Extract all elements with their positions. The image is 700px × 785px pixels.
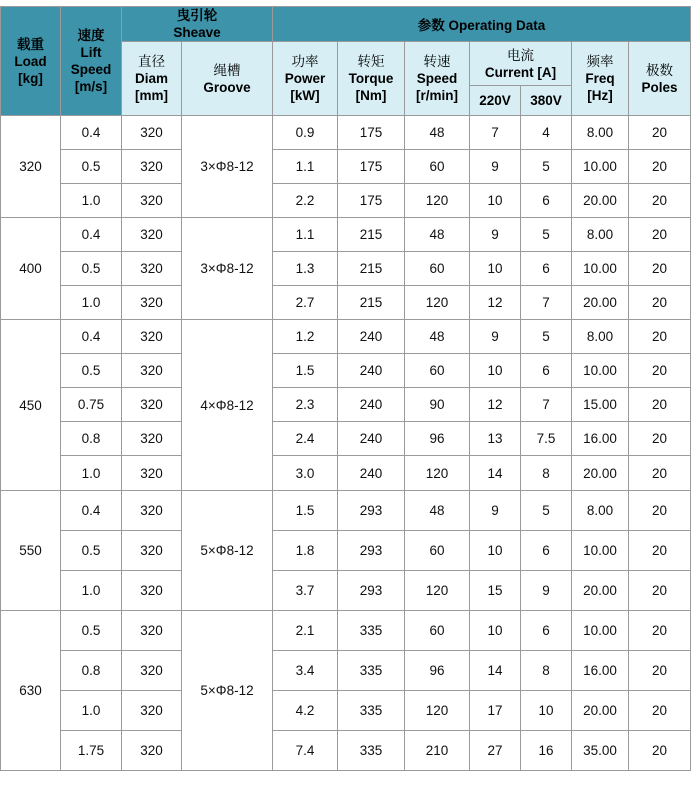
cell-i220: 14 (470, 456, 521, 491)
cell-speed: 0.75 (61, 388, 122, 422)
header-torque (338, 42, 405, 116)
cell-poles: 20 (629, 184, 691, 218)
cell-power: 1.5 (273, 354, 338, 388)
table-row (1, 320, 691, 354)
header-groove (182, 42, 273, 116)
cell-torque: 335 (338, 611, 405, 651)
cell-power: 2.4 (273, 422, 338, 456)
header-poles (629, 42, 691, 116)
header-sheave (122, 7, 273, 42)
cell-load: 450 (1, 320, 61, 491)
table-row (1, 388, 691, 422)
header-diam-unit: [mm] (135, 88, 168, 103)
cell-groove: 3×Φ8-12 (182, 116, 273, 218)
cell-rpm: 48 (405, 116, 470, 150)
table-row (1, 491, 691, 531)
header-freq-zh: 频率 (586, 54, 614, 69)
table-row (1, 571, 691, 611)
cell-groove: 5×Φ8-12 (182, 491, 273, 611)
header-load-unit: [kg] (18, 70, 43, 86)
cell-diam: 320 (122, 184, 182, 218)
cell-i380: 6 (521, 184, 572, 218)
cell-poles: 20 (629, 388, 691, 422)
cell-freq: 10.00 (572, 354, 629, 388)
cell-torque: 335 (338, 651, 405, 691)
table-row (1, 531, 691, 571)
cell-torque: 175 (338, 116, 405, 150)
table-row (1, 422, 691, 456)
cell-i380: 5 (521, 320, 572, 354)
cell-speed: 1.0 (61, 184, 122, 218)
cell-freq: 20.00 (572, 286, 629, 320)
cell-torque: 240 (338, 320, 405, 354)
cell-i380: 6 (521, 611, 572, 651)
header-groove-zh: 绳槽 (213, 62, 241, 78)
cell-i380: 7.5 (521, 422, 572, 456)
cell-rpm: 120 (405, 691, 470, 731)
cell-rpm: 120 (405, 571, 470, 611)
cell-torque: 175 (338, 150, 405, 184)
cell-i220: 12 (470, 286, 521, 320)
cell-power: 1.3 (273, 252, 338, 286)
cell-torque: 240 (338, 456, 405, 491)
cell-freq: 10.00 (572, 531, 629, 571)
cell-freq: 20.00 (572, 184, 629, 218)
header-current (470, 42, 572, 86)
cell-diam: 320 (122, 150, 182, 184)
header-speed-en1: Lift (80, 45, 102, 60)
cell-i380: 9 (521, 571, 572, 611)
cell-torque: 240 (338, 422, 405, 456)
table-row (1, 456, 691, 491)
cell-poles: 20 (629, 531, 691, 571)
cell-i220: 12 (470, 388, 521, 422)
cell-speed: 1.0 (61, 691, 122, 731)
header-load-zh: 载重 (17, 36, 44, 52)
cell-i220: 9 (470, 491, 521, 531)
cell-rpm: 90 (405, 388, 470, 422)
cell-i220: 10 (470, 531, 521, 571)
header-power-unit: [kW] (290, 88, 320, 103)
cell-torque: 293 (338, 531, 405, 571)
cell-i380: 8 (521, 651, 572, 691)
cell-rpm: 48 (405, 320, 470, 354)
cell-rpm: 60 (405, 531, 470, 571)
header-sheave-en: Sheave (173, 25, 221, 40)
cell-diam: 320 (122, 388, 182, 422)
cell-i220: 9 (470, 320, 521, 354)
cell-speed: 0.5 (61, 531, 122, 571)
header-freq-en: Freq (585, 71, 615, 86)
cell-i380: 7 (521, 388, 572, 422)
cell-rpm: 96 (405, 651, 470, 691)
cell-diam: 320 (122, 252, 182, 286)
cell-groove: 3×Φ8-12 (182, 218, 273, 320)
table-row (1, 651, 691, 691)
header-poles-en: Poles (641, 79, 678, 95)
cell-poles: 20 (629, 116, 691, 150)
header-torque-unit: [Nm] (355, 88, 387, 103)
header-load-en: Load (14, 53, 47, 69)
header-rpm (405, 42, 470, 116)
cell-freq: 8.00 (572, 218, 629, 252)
header-torque-en: Torque (348, 71, 394, 86)
header-torque-zh: 转矩 (357, 54, 385, 69)
table-row (1, 218, 691, 252)
cell-power: 1.1 (273, 218, 338, 252)
cell-rpm: 60 (405, 150, 470, 184)
cell-power: 3.7 (273, 571, 338, 611)
cell-speed: 1.0 (61, 286, 122, 320)
cell-freq: 20.00 (572, 456, 629, 491)
cell-torque: 215 (338, 218, 405, 252)
header-sheave-zh: 曳引轮 (176, 8, 218, 23)
cell-speed: 0.4 (61, 218, 122, 252)
cell-power: 1.2 (273, 320, 338, 354)
cell-poles: 20 (629, 691, 691, 731)
cell-i380: 6 (521, 531, 572, 571)
table-row (1, 611, 691, 651)
cell-i380: 8 (521, 456, 572, 491)
cell-torque: 293 (338, 571, 405, 611)
header-diam-zh: 直径 (138, 54, 165, 69)
table-row (1, 252, 691, 286)
cell-power: 0.9 (273, 116, 338, 150)
cell-speed: 0.5 (61, 354, 122, 388)
header-rpm-en: Speed (416, 71, 458, 86)
cell-diam: 320 (122, 456, 182, 491)
table-row (1, 354, 691, 388)
cell-diam: 320 (122, 286, 182, 320)
cell-poles: 20 (629, 218, 691, 252)
cell-poles: 20 (629, 150, 691, 184)
cell-poles: 20 (629, 571, 691, 611)
cell-speed: 0.5 (61, 252, 122, 286)
cell-power: 1.5 (273, 491, 338, 531)
header-current-en: Current [A] (484, 64, 557, 80)
cell-diam: 320 (122, 354, 182, 388)
cell-poles: 20 (629, 354, 691, 388)
cell-torque: 240 (338, 388, 405, 422)
cell-power: 2.3 (273, 388, 338, 422)
header-params (273, 7, 691, 42)
operating-data-table (0, 6, 691, 771)
header-power-zh: 功率 (291, 54, 319, 69)
cell-power: 1.1 (273, 150, 338, 184)
header-diam (122, 42, 182, 116)
cell-diam: 320 (122, 116, 182, 150)
cell-i220: 13 (470, 422, 521, 456)
header-speed-zh: 速度 (77, 28, 105, 43)
cell-poles: 20 (629, 651, 691, 691)
table-body (1, 116, 691, 771)
cell-speed: 0.8 (61, 651, 122, 691)
cell-freq: 35.00 (572, 731, 629, 771)
cell-i380: 5 (521, 150, 572, 184)
cell-freq: 8.00 (572, 491, 629, 531)
header-load (1, 7, 61, 116)
cell-freq: 20.00 (572, 691, 629, 731)
cell-speed: 0.5 (61, 611, 122, 651)
header-params-zh: 参数 (417, 18, 445, 33)
cell-diam: 320 (122, 571, 182, 611)
cell-diam: 320 (122, 320, 182, 354)
cell-rpm: 48 (405, 491, 470, 531)
cell-torque: 175 (338, 184, 405, 218)
cell-freq: 15.00 (572, 388, 629, 422)
cell-freq: 8.00 (572, 116, 629, 150)
cell-i380: 5 (521, 218, 572, 252)
header-params-en: Operating Data (448, 18, 546, 33)
cell-poles: 20 (629, 252, 691, 286)
cell-i220: 9 (470, 150, 521, 184)
cell-diam: 320 (122, 691, 182, 731)
cell-load: 400 (1, 218, 61, 320)
cell-i380: 5 (521, 491, 572, 531)
header-diam-en: Diam (134, 71, 168, 86)
cell-diam: 320 (122, 611, 182, 651)
cell-i380: 16 (521, 731, 572, 771)
table-header (1, 7, 691, 116)
cell-freq: 20.00 (572, 571, 629, 611)
header-speed (61, 7, 122, 116)
cell-torque: 215 (338, 252, 405, 286)
cell-i220: 17 (470, 691, 521, 731)
cell-i380: 6 (521, 252, 572, 286)
cell-torque: 215 (338, 286, 405, 320)
cell-diam: 320 (122, 531, 182, 571)
cell-i220: 10 (470, 252, 521, 286)
cell-power: 2.2 (273, 184, 338, 218)
cell-poles: 20 (629, 286, 691, 320)
cell-i220: 14 (470, 651, 521, 691)
cell-rpm: 120 (405, 286, 470, 320)
cell-poles: 20 (629, 456, 691, 491)
cell-load: 550 (1, 491, 61, 611)
cell-poles: 20 (629, 611, 691, 651)
table-row (1, 150, 691, 184)
cell-speed: 0.4 (61, 491, 122, 531)
table-row (1, 116, 691, 150)
cell-speed: 0.4 (61, 320, 122, 354)
cell-speed: 1.0 (61, 571, 122, 611)
cell-i380: 7 (521, 286, 572, 320)
cell-poles: 20 (629, 491, 691, 531)
header-poles-zh: 极数 (646, 62, 674, 78)
cell-rpm: 120 (405, 456, 470, 491)
cell-i220: 15 (470, 571, 521, 611)
header-power (273, 42, 338, 116)
cell-i380: 4 (521, 116, 572, 150)
header-groove-en: Groove (203, 79, 251, 95)
cell-freq: 16.00 (572, 651, 629, 691)
cell-speed: 0.8 (61, 422, 122, 456)
table-row (1, 691, 691, 731)
table-row (1, 184, 691, 218)
cell-power: 7.4 (273, 731, 338, 771)
cell-i380: 10 (521, 691, 572, 731)
cell-diam: 320 (122, 731, 182, 771)
cell-freq: 10.00 (572, 611, 629, 651)
cell-power: 3.0 (273, 456, 338, 491)
cell-power: 1.8 (273, 531, 338, 571)
cell-speed: 1.75 (61, 731, 122, 771)
cell-power: 2.1 (273, 611, 338, 651)
table-row (1, 731, 691, 771)
cell-i220: 7 (470, 116, 521, 150)
cell-torque: 240 (338, 354, 405, 388)
cell-i220: 10 (470, 354, 521, 388)
cell-power: 4.2 (273, 691, 338, 731)
cell-i220: 27 (470, 731, 521, 771)
cell-speed: 0.5 (61, 150, 122, 184)
cell-torque: 335 (338, 691, 405, 731)
cell-freq: 16.00 (572, 422, 629, 456)
cell-rpm: 210 (405, 731, 470, 771)
cell-torque: 293 (338, 491, 405, 531)
cell-freq: 8.00 (572, 320, 629, 354)
header-rpm-zh: 转速 (423, 54, 451, 69)
cell-power: 3.4 (273, 651, 338, 691)
cell-diam: 320 (122, 491, 182, 531)
cell-rpm: 60 (405, 611, 470, 651)
cell-diam: 320 (122, 218, 182, 252)
cell-freq: 10.00 (572, 252, 629, 286)
cell-load: 630 (1, 611, 61, 771)
cell-speed: 1.0 (61, 456, 122, 491)
header-rpm-unit: [r/min] (416, 88, 459, 103)
cell-power: 2.7 (273, 286, 338, 320)
header-current-220v: 220V (470, 86, 521, 116)
cell-i220: 10 (470, 184, 521, 218)
cell-i380: 6 (521, 354, 572, 388)
cell-poles: 20 (629, 731, 691, 771)
cell-poles: 20 (629, 422, 691, 456)
cell-load: 320 (1, 116, 61, 218)
header-current-zh: 电流 (507, 47, 535, 63)
cell-groove: 5×Φ8-12 (182, 611, 273, 771)
cell-i220: 9 (470, 218, 521, 252)
cell-rpm: 60 (405, 252, 470, 286)
header-speed-en2: Speed (70, 62, 112, 77)
header-current-380v: 380V (521, 86, 572, 116)
cell-speed: 0.4 (61, 116, 122, 150)
header-power-en: Power (284, 71, 326, 86)
cell-rpm: 60 (405, 354, 470, 388)
cell-rpm: 96 (405, 422, 470, 456)
cell-rpm: 120 (405, 184, 470, 218)
cell-i220: 10 (470, 611, 521, 651)
header-freq-unit: [Hz] (587, 88, 613, 103)
cell-rpm: 48 (405, 218, 470, 252)
table-row (1, 286, 691, 320)
header-freq (572, 42, 629, 116)
cell-poles: 20 (629, 320, 691, 354)
cell-diam: 320 (122, 651, 182, 691)
header-speed-unit: [m/s] (74, 79, 108, 94)
cell-torque: 335 (338, 731, 405, 771)
cell-groove: 4×Φ8-12 (182, 320, 273, 491)
cell-freq: 10.00 (572, 150, 629, 184)
cell-diam: 320 (122, 422, 182, 456)
